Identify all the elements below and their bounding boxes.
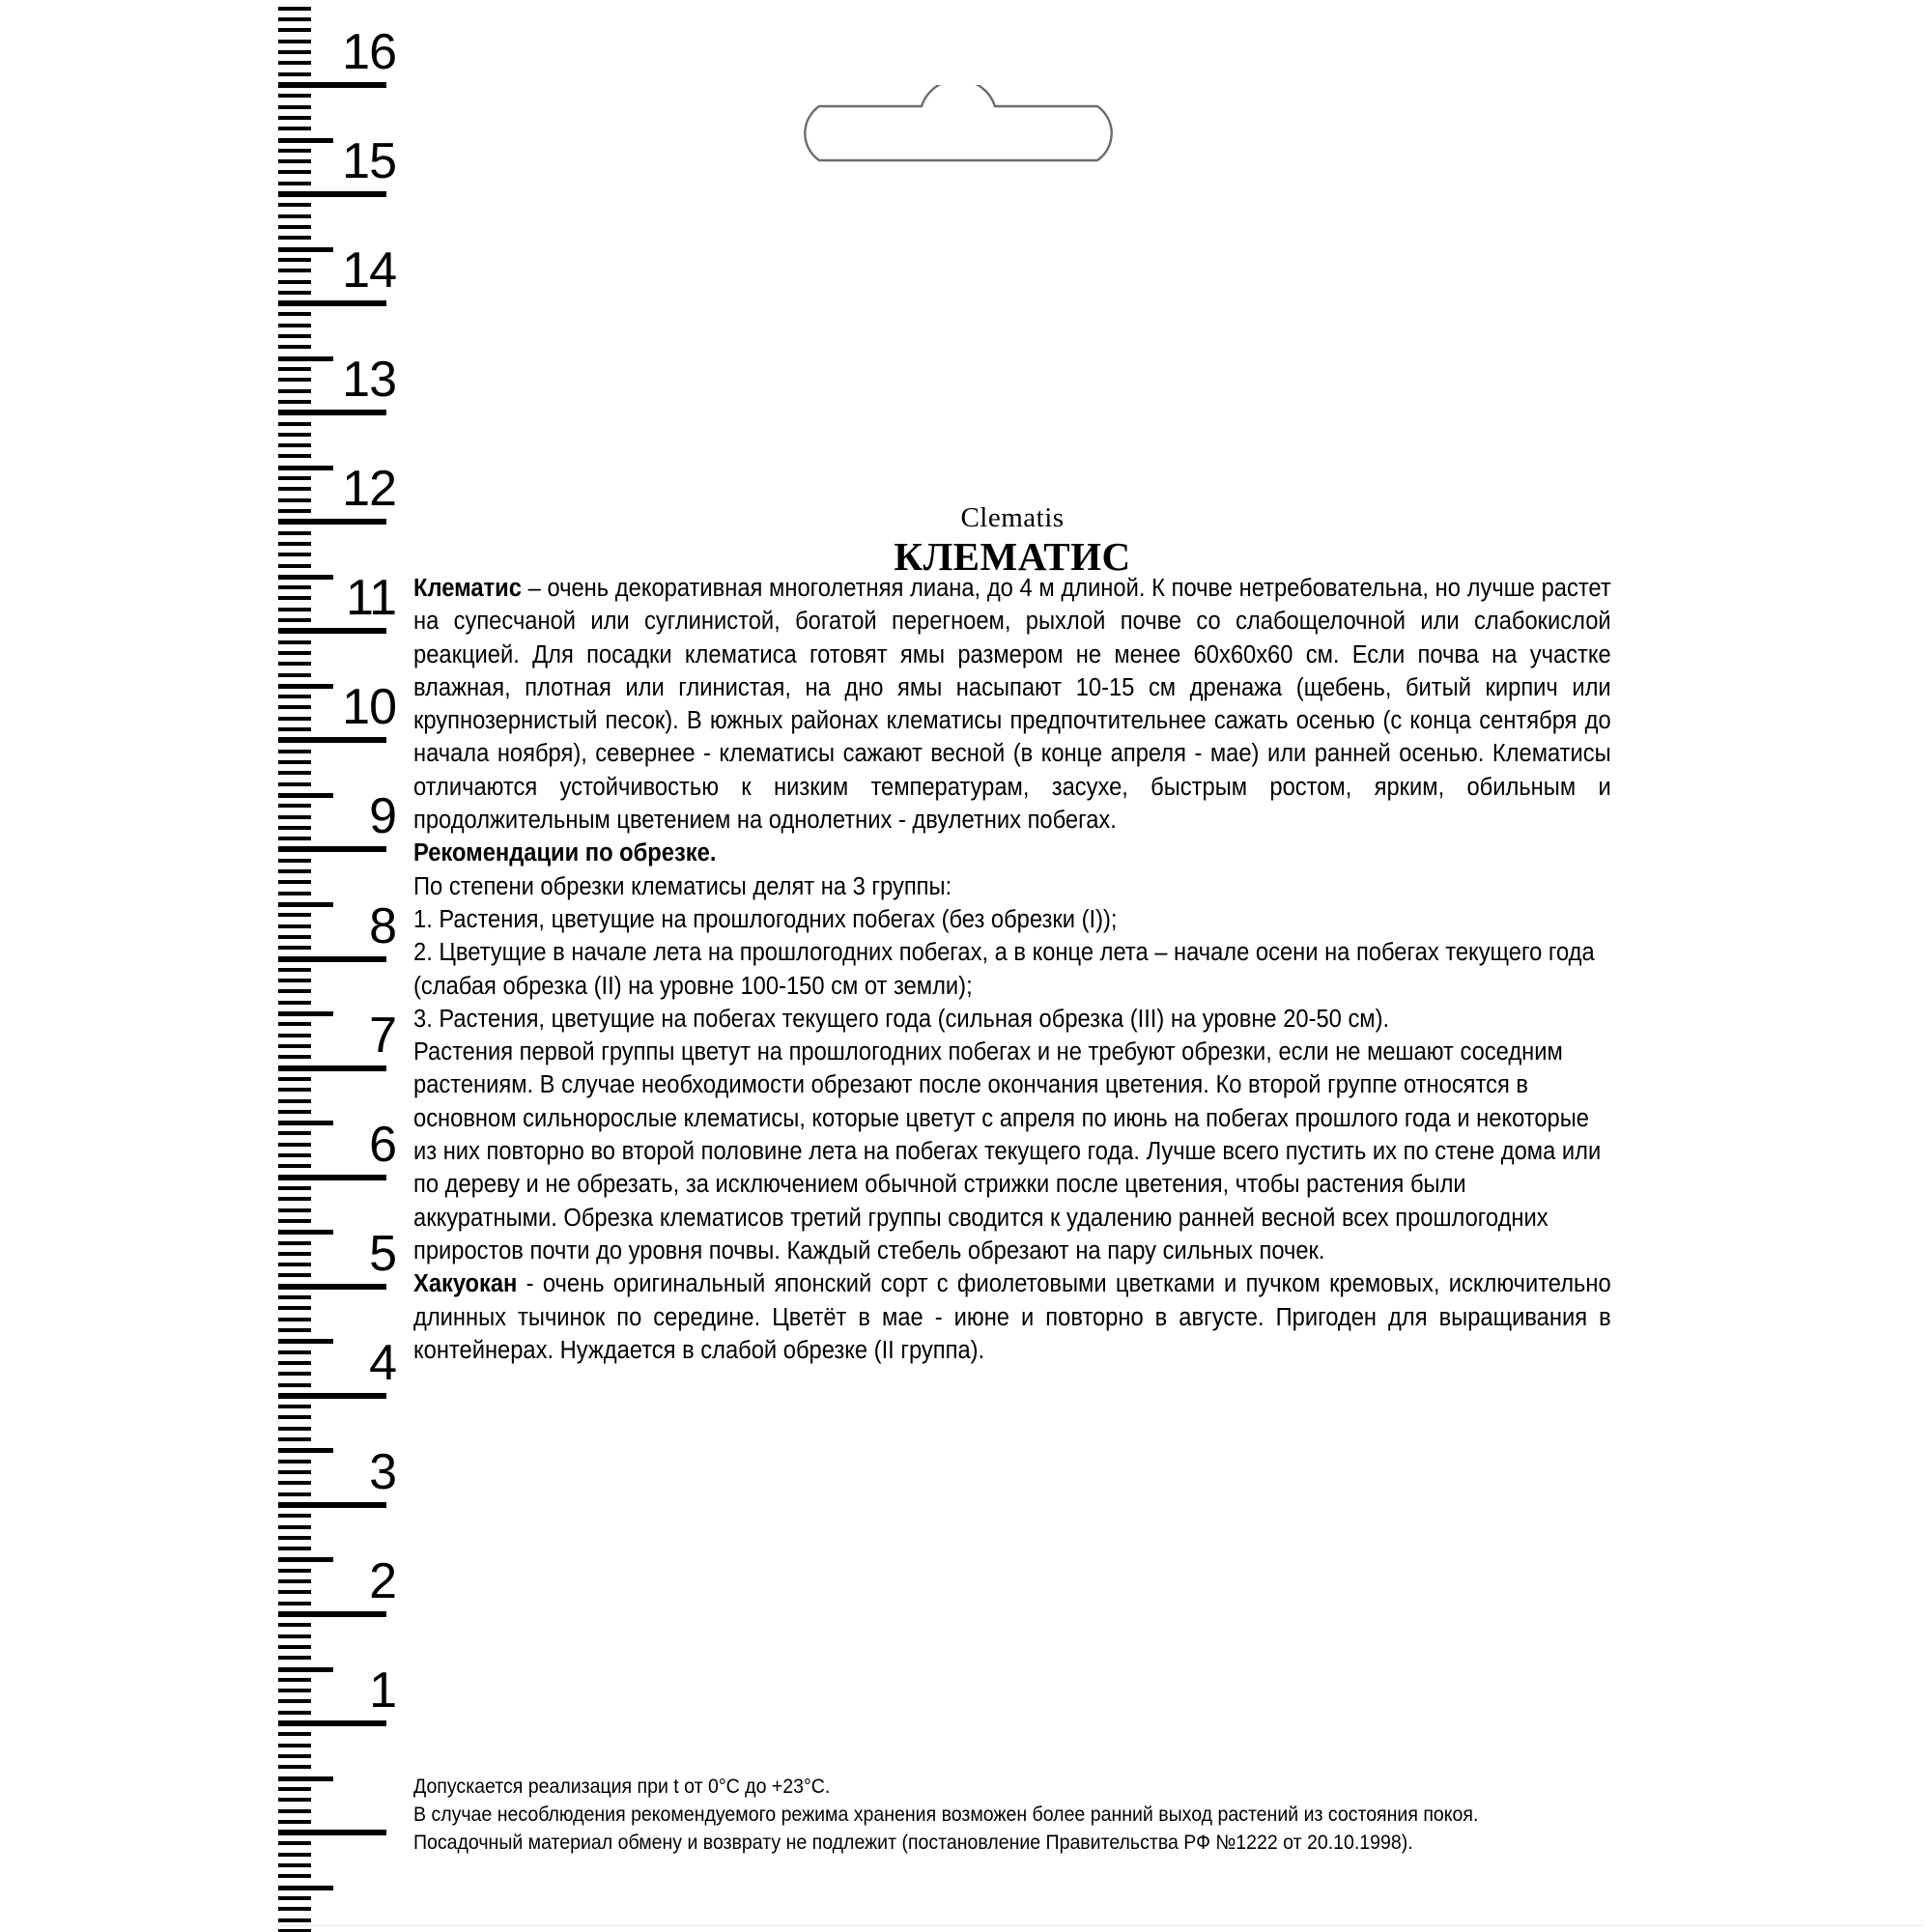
- ruler-tick-minor: [278, 1427, 311, 1431]
- ruler-tick-minor: [278, 312, 311, 316]
- ruler-tick-minor: [278, 1623, 311, 1627]
- ruler-tick-minor: [278, 1798, 311, 1802]
- ruler-tick-minor: [278, 1143, 311, 1147]
- ruler-tick-minor: [278, 826, 311, 830]
- ruler-tick-minor: [278, 553, 311, 556]
- ruler-tick-minor: [278, 859, 311, 863]
- ruler-tick-minor: [278, 1328, 311, 1332]
- ruler-tick-minor: [278, 1744, 311, 1747]
- ruler-tick-minor: [278, 1252, 311, 1256]
- ruler-tick-minor: [278, 1787, 311, 1791]
- ruler-tick-minor: [278, 1263, 311, 1266]
- ruler-label-10: 10: [342, 679, 396, 736]
- ruler-tick-half: [278, 1886, 333, 1890]
- ruler-tick-major: [278, 1611, 386, 1617]
- ruler-tick-minor: [278, 291, 311, 295]
- ruler-tick-minor: [278, 1590, 311, 1594]
- ruler-tick-minor: [278, 585, 311, 589]
- ruler-tick-minor: [278, 1437, 311, 1441]
- cultivar-name: Хакуокан: [413, 1270, 518, 1298]
- pruning-group-2: 2. Цветущие в начале лета на прошлогодних побегах, а в конце лета – начале осени на побегах текущего года (слабая обрезка (II) на уровне 100-150 см от земли);: [413, 939, 1595, 1000]
- ruler-tick-minor: [278, 1372, 311, 1376]
- ruler-tick-half: [278, 1776, 333, 1781]
- cultivar-description: - очень оригинальный японский сорт с фиолетовыми цветками и пучком кремовых, исключительно длинных тычинок по середине. Цветёт в мае - июне и повторно в августе. Пригоден для выращивания в контейнерах. Нуждается в слабой обрезке (II группа).: [413, 1270, 1611, 1364]
- description-block: [413, 572, 1611, 1367]
- ruler-label-13: 13: [342, 352, 396, 409]
- ruler-tick-major: [278, 846, 386, 852]
- lead-word: Клематис: [413, 575, 522, 602]
- ruler-tick-major: [278, 1284, 386, 1290]
- ruler-tick-minor: [278, 640, 311, 644]
- ruler-label-2: 2: [369, 1552, 396, 1609]
- ruler-tick-major: [278, 191, 386, 197]
- ruler-tick-major: [278, 519, 386, 525]
- ruler-tick-minor: [278, 596, 311, 600]
- pruning-heading: Рекомендации по обрезке.: [413, 839, 717, 867]
- ruler-tick-minor: [278, 1699, 311, 1703]
- ruler-tick-minor: [278, 1765, 311, 1769]
- ruler-tick-minor: [278, 258, 311, 262]
- ruler-label-15: 15: [342, 133, 396, 190]
- ruler-label-7: 7: [369, 1007, 396, 1064]
- ruler-tick-minor: [278, 214, 311, 218]
- ruler-tick-minor: [278, 760, 311, 764]
- ruler-tick-minor: [278, 170, 311, 174]
- ruler-label-12: 12: [342, 461, 396, 518]
- centimeter-ruler: [0, 0, 406, 1932]
- ruler-tick-major: [278, 410, 386, 415]
- ruler-tick-minor: [278, 1186, 311, 1190]
- ruler-tick-major: [278, 737, 386, 743]
- ruler-tick-minor: [278, 28, 311, 32]
- ruler-tick-minor: [278, 1645, 311, 1649]
- ruler-tick-minor: [278, 705, 311, 709]
- bottom-divider: [280, 1925, 1922, 1926]
- ruler-tick-minor: [278, 1110, 311, 1114]
- ruler-tick-minor: [278, 400, 311, 404]
- ruler-tick-minor: [278, 1732, 311, 1736]
- ruler-tick-minor: [278, 989, 311, 993]
- ruler-tick-minor: [278, 1153, 311, 1157]
- ruler-tick-minor: [278, 727, 311, 731]
- ruler-tick-minor: [278, 1470, 311, 1474]
- ruler-tick-minor: [278, 1318, 311, 1321]
- ruler-tick-minor: [278, 1634, 311, 1638]
- ruler-tick-minor: [278, 61, 311, 65]
- ruler-tick-minor: [278, 618, 311, 622]
- ruler-tick-minor: [278, 1415, 311, 1419]
- ruler-tick-minor: [278, 924, 311, 928]
- ruler-tick-minor: [278, 1853, 311, 1857]
- ruler-tick-minor: [278, 1208, 311, 1212]
- ruler-tick-minor: [278, 1896, 311, 1900]
- ruler-tick-minor: [278, 1405, 311, 1408]
- ruler-label-16: 16: [342, 24, 396, 80]
- ruler-tick-major: [278, 1065, 386, 1071]
- ruler-tick-minor: [278, 913, 311, 917]
- ruler-tick-minor: [278, 782, 311, 786]
- footer-line-temperature: Допускается реализация при t от 0°С до +23°С.: [413, 1776, 831, 1798]
- ruler-tick-minor: [278, 487, 311, 491]
- ruler-tick-minor: [278, 498, 311, 502]
- ruler-label-11: 11: [346, 570, 396, 627]
- ruler-tick-minor: [278, 159, 311, 163]
- ruler-label-3: 3: [369, 1443, 396, 1500]
- ruler-tick-minor: [278, 269, 311, 272]
- ruler-tick-minor: [278, 1492, 311, 1496]
- ruler-tick-major: [278, 1830, 386, 1835]
- ruler-tick-minor: [278, 509, 311, 513]
- ruler-tick-minor: [278, 837, 311, 840]
- ruler-tick-minor: [278, 1350, 311, 1354]
- ruler-tick-minor: [278, 1197, 311, 1201]
- ruler-tick-minor: [278, 94, 311, 98]
- ruler-tick-minor: [278, 1219, 311, 1223]
- ruler-tick-minor: [278, 1809, 311, 1813]
- ruler-tick-minor: [278, 1863, 311, 1867]
- ruler-tick-major: [278, 82, 386, 88]
- ruler-tick-minor: [278, 345, 311, 349]
- ruler-tick-minor: [278, 127, 311, 130]
- ruler-tick-minor: [278, 1602, 311, 1605]
- ruler-tick-minor: [278, 1678, 311, 1682]
- ruler-tick-minor: [278, 880, 311, 884]
- ruler-tick-major: [278, 1502, 386, 1508]
- ruler-tick-minor: [278, 149, 311, 153]
- ruler-tick-minor: [278, 1295, 311, 1299]
- ruler-tick-minor: [278, 1383, 311, 1387]
- ruler-tick-minor: [278, 979, 311, 982]
- ruler-tick-minor: [278, 542, 311, 546]
- ruler-tick-minor: [278, 1077, 311, 1081]
- ruler-tick-minor: [278, 608, 311, 611]
- ruler-tick-minor: [278, 1481, 311, 1485]
- ruler-tick-minor: [278, 564, 311, 568]
- ruler-tick-minor: [278, 1918, 311, 1922]
- label-content: [413, 0, 1611, 1932]
- ruler-tick-minor: [278, 324, 311, 327]
- ruler-tick-minor: [278, 673, 311, 677]
- ruler-tick-minor: [278, 651, 311, 655]
- ruler-tick-minor: [278, 717, 311, 721]
- ruler-tick-minor: [278, 1841, 311, 1845]
- ruler-tick-minor: [278, 1088, 311, 1092]
- ruler-label-1: 1: [369, 1662, 396, 1719]
- ruler-tick-minor: [278, 443, 311, 447]
- ruler-tick-minor: [278, 1241, 311, 1245]
- ruler-tick-minor: [278, 182, 311, 185]
- ruler-tick-minor: [278, 1044, 311, 1048]
- ruler-tick-major: [278, 1175, 386, 1180]
- ruler-tick-minor: [278, 1306, 311, 1310]
- ruler-tick-minor: [278, 1569, 311, 1573]
- ruler-tick-major: [278, 956, 386, 962]
- ruler-tick-minor: [278, 771, 311, 775]
- ruler-tick-minor: [278, 695, 311, 698]
- ruler-tick-minor: [278, 1022, 311, 1026]
- paragraph-intro: [413, 572, 1611, 837]
- pruning-group-3: 3. Растения, цветущие на побегах текущего года (сильная обрезка (III) на уровне 20-50 см).: [413, 1005, 1390, 1033]
- ruler-tick-minor: [278, 7, 311, 11]
- ruler-tick-minor: [278, 662, 311, 666]
- ruler-tick-minor: [278, 1514, 311, 1518]
- pruning-intro: По степени обрезки клематисы делят на 3 группы:: [413, 872, 952, 900]
- ruler-tick-minor: [278, 1820, 311, 1824]
- ruler-tick-major: [278, 300, 386, 306]
- ruler-tick-minor: [278, 935, 311, 939]
- ruler-tick-minor: [278, 225, 311, 229]
- ruler-tick-minor: [278, 105, 311, 109]
- ruler-tick-minor: [278, 17, 311, 21]
- ruler-tick-minor: [278, 946, 311, 950]
- footer-line-return-policy: Посадочный материал обмену и возврату не подлежит (постановление Правительства РФ №1222 от 20.10.1998).: [413, 1832, 1413, 1854]
- ruler-tick-minor: [278, 1055, 311, 1059]
- ruler-tick-minor: [278, 1525, 311, 1529]
- ruler-tick-minor: [278, 203, 311, 207]
- ruler-label-6: 6: [369, 1116, 396, 1173]
- latin-name: Clematis: [960, 502, 1065, 533]
- ruler-tick-major: [278, 1393, 386, 1399]
- ruler-tick-minor: [278, 1874, 311, 1878]
- legal-footer: [413, 1773, 1611, 1857]
- ruler-tick-minor: [278, 1034, 311, 1037]
- ruler-tick-minor: [278, 334, 311, 338]
- ruler-tick-minor: [278, 236, 311, 240]
- ruler-tick-minor: [278, 116, 311, 120]
- ruler-tick-minor: [278, 815, 311, 819]
- ruler-tick-minor: [278, 389, 311, 393]
- ruler-tick-minor: [278, 892, 311, 895]
- ruler-tick-major: [278, 628, 386, 634]
- ruler-tick-minor: [278, 1579, 311, 1583]
- russian-name: КЛЕМАТИС: [894, 534, 1131, 579]
- ruler-tick-minor: [278, 1001, 311, 1005]
- ruler-tick-minor: [278, 72, 311, 76]
- ruler-tick-major: [278, 1720, 386, 1726]
- ruler-tick-minor: [278, 1460, 311, 1463]
- ruler-tick-minor: [278, 869, 311, 873]
- ruler-label-8: 8: [369, 897, 396, 954]
- ruler-tick-minor: [278, 476, 311, 480]
- ruler-tick-minor: [278, 1164, 311, 1168]
- intro-text: – очень декоративная многолетняя лиана, до 4 м длиной. К почве нетребовательна, но лучше растет на супесчаной или суглинистой, богатой перегноем, рыхлой почве со слабощелочной или слабокислой реакцией. Для посадки клематиса готовят ямы размером не менее 60х60х60 см. Если почва на участке влажная, плотная или глинистая, на дно ямы насыпают 10-15 см дренажа (щебень, битый кирпич или крупнозернистый песок). В южных районах клематисы предпочтительнее сажать осенью (с конца сентября до начала ноября), севернее - клематисы сажают весной (в конце апреля - мае) или ранней осенью. Клематисы отличаются устойчивостью к низким температурам, засухе, быстрым ростом, ярким, обильным и продолжительным цветением на однолетних - двулетних побегах.: [413, 575, 1611, 835]
- footer-line-storage: В случае несоблюдения рекомендуемого режима хранения возможен более ранний выход растений из состояния покоя.: [413, 1804, 1479, 1826]
- ruler-tick-minor: [278, 1689, 311, 1692]
- ruler-tick-minor: [278, 378, 311, 382]
- ruler-tick-minor: [278, 433, 311, 437]
- ruler-tick-minor: [278, 804, 311, 808]
- ruler-label-9: 9: [369, 788, 396, 845]
- ruler-tick-minor: [278, 280, 311, 284]
- pruning-detail: Растения первой группы цветут на прошлогодних побегах и не требуют обрезки, если не мешают соседним растениям. В случае необходимости обрезают после окончания цветения. Ко второй группе относятся в основном сильнорослые клематисы, которые цветут с апреля по июнь на побегах прошлого года и некоторые из них повторно во второй половине лета на побегах текущего года. Лучше всего пустить их по стене дома или по дереву и не обрезать, за исключением обычной стрижки после цветения, чтобы растения были аккуратными. Обрезка клематисов третий группы сводится к удалению ранней весной всех прошлогодних приростов почти до уровня почвы. Каждый стебель обрезают на пару сильных почек.: [413, 1038, 1602, 1264]
- ruler-tick-minor: [278, 1099, 311, 1103]
- ruler-tick-minor: [278, 40, 311, 43]
- ruler-tick-minor: [278, 968, 311, 972]
- ruler-label-14: 14: [342, 242, 396, 299]
- pruning-group-1: 1. Растения, цветущие на прошлогодних побегах (без обрезки (I));: [413, 905, 1118, 933]
- ruler-tick-minor: [278, 367, 311, 371]
- ruler-tick-minor: [278, 1907, 311, 1911]
- ruler-tick-minor: [278, 1131, 311, 1135]
- ruler-tick-minor: [278, 531, 311, 535]
- ruler-tick-minor: [278, 1536, 311, 1540]
- ruler-tick-minor: [278, 422, 311, 426]
- paragraph-cultivar: [413, 1267, 1611, 1367]
- ruler-tick-minor: [278, 1711, 311, 1715]
- ruler-label-4: 4: [369, 1334, 396, 1391]
- ruler-tick-minor: [278, 1656, 311, 1660]
- ruler-tick-minor: [278, 1361, 311, 1365]
- ruler-tick-minor: [278, 750, 311, 753]
- ruler-tick-minor: [278, 454, 311, 458]
- ruler-label-5: 5: [369, 1225, 396, 1282]
- ruler-tick-minor: [278, 1754, 311, 1758]
- ruler-tick-minor: [278, 1273, 311, 1277]
- ruler-tick-minor: [278, 1547, 311, 1550]
- ruler-tick-minor: [278, 50, 311, 54]
